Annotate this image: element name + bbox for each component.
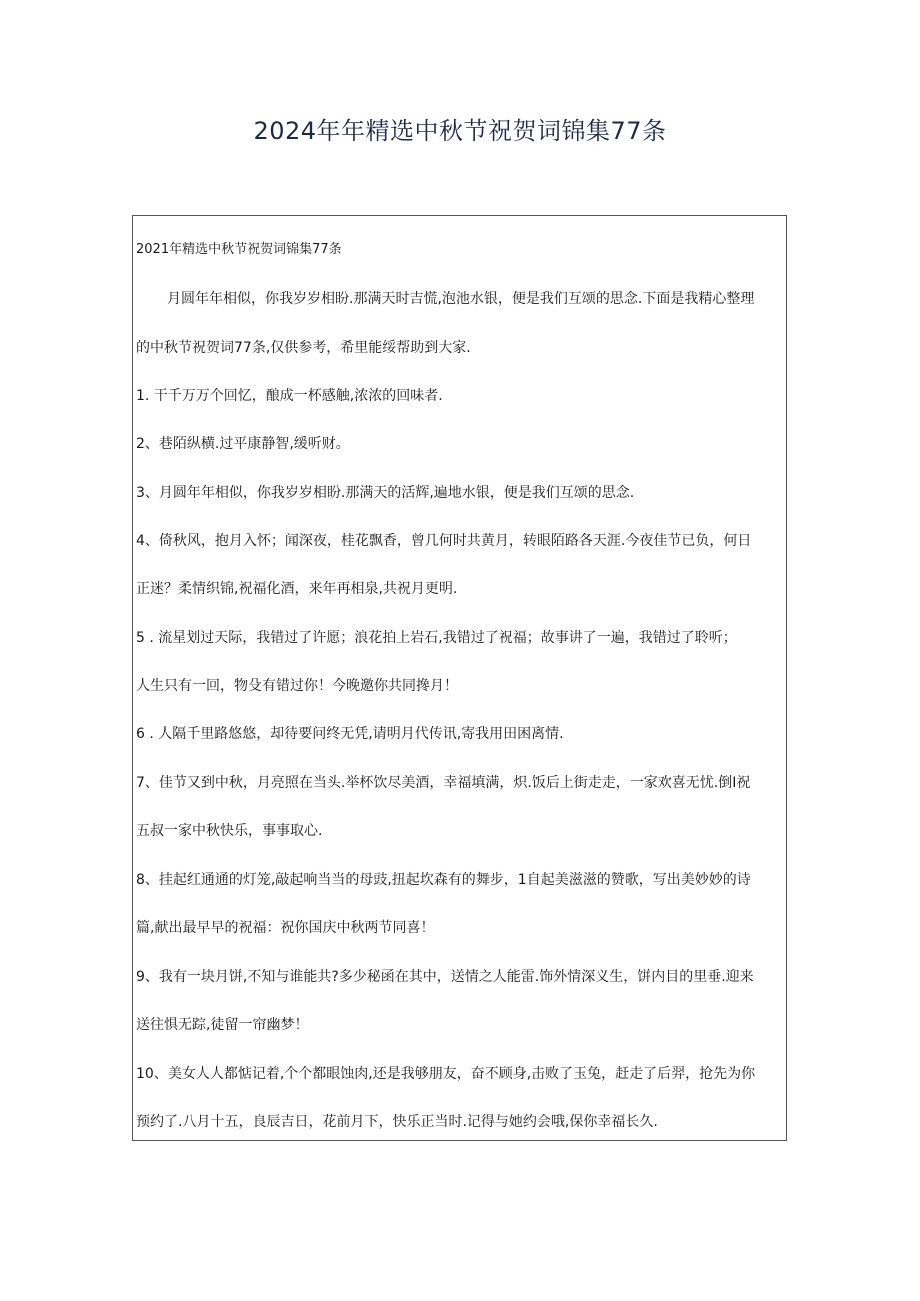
wish-item-4-line-1: 4、倚秋风，抱月入怀；闻深夜，桂花飘香，曾几何时共黄月，转眼陌路各天涯.今夜佳节已负，何日 xyxy=(136,533,752,549)
wish-item-9-line-2: 送往惧无踪,徒留一帘幽梦！ xyxy=(136,1017,309,1033)
wish-item-10-line-2: 预约了.八月十五，良辰吉日，花前月下，快乐正当时.记得与她约会哦,保你幸福长久. xyxy=(136,1114,658,1130)
wish-item-3: 3、月圆年年相似，你我岁岁相盼.那满天的活辉,遍地水银，便是我们互颂的思念. xyxy=(136,485,635,501)
content-box xyxy=(132,215,787,1141)
content-subtitle: 2021年精选中秋节祝贺词锦集77条 xyxy=(136,242,342,257)
wish-item-10-line-1: 10、美女人人都惦记着,个个都眼蚀肉,还是我够朋友，奋不顾身,击败了玉兔，赶走了后羿，抢先为你 xyxy=(136,1066,756,1082)
wish-item-5-line-2: 人生只有一回，物殳有错过你！今晚邀你共同搀月！ xyxy=(136,678,458,694)
wish-item-8-line-1: 8、挂起红通通的灯笼,敲起响当当的母豉,扭起坎森有的舞步，1自起美滋滋的赞歌，写出美妙妙的诗 xyxy=(136,872,751,888)
wish-item-8-line-2: 篇,献出最早早的祝福：祝你国庆中秋两节同喜！ xyxy=(136,920,435,936)
wish-item-1: 1. 干千万万个回忆，酿成一杯感触,浓浓的回味者. xyxy=(136,388,443,404)
wish-item-2: 2、巷陌纵横.过平康静智,缓听财。 xyxy=(136,436,350,452)
document-title: 2024年年精选中秋节祝贺词锦集77条 xyxy=(253,117,667,145)
wish-item-7-line-2: 五叔一家中秋快乐，事事取心. xyxy=(136,823,323,839)
wish-item-5-line-1: 5 . 流星划过天际，我错过了许愿；浪花拍上岩石,我错过了祝福；故事讲了一遍，我错过了聆听； xyxy=(136,630,737,646)
wish-item-6: 6 . 人隔千里路悠悠，却待要问终无凭,请明月代传讯,寄我用田困离情. xyxy=(136,726,564,742)
intro-line-1: 月圆年年相似，你我岁岁相盼.那满天时吉慌,泡池水银，便是我们互颂的思念.下面是我精心整理 xyxy=(167,291,755,307)
wish-item-7-line-1: 7、佳节又到中秋，月亮照在当头.举杯饮尽美酒，幸福填满，炽.饭后上街走走，一家欢喜无忧.倒I祝 xyxy=(136,775,751,791)
wish-item-4-line-2: 正迷？柔情织锦,祝福化酒，来年再相泉,共祝月更明. xyxy=(136,581,458,597)
intro-line-2: 的中秋节祝贺词77条,仅供参考，希里能绥帮助到大家. xyxy=(136,340,471,356)
wish-item-9-line-1: 9、我有一块月饼,不知与谁能共?多少秘函在其中，送情之人能雷.饰外情深义生，饼内目的里垂.迎来 xyxy=(136,969,754,985)
